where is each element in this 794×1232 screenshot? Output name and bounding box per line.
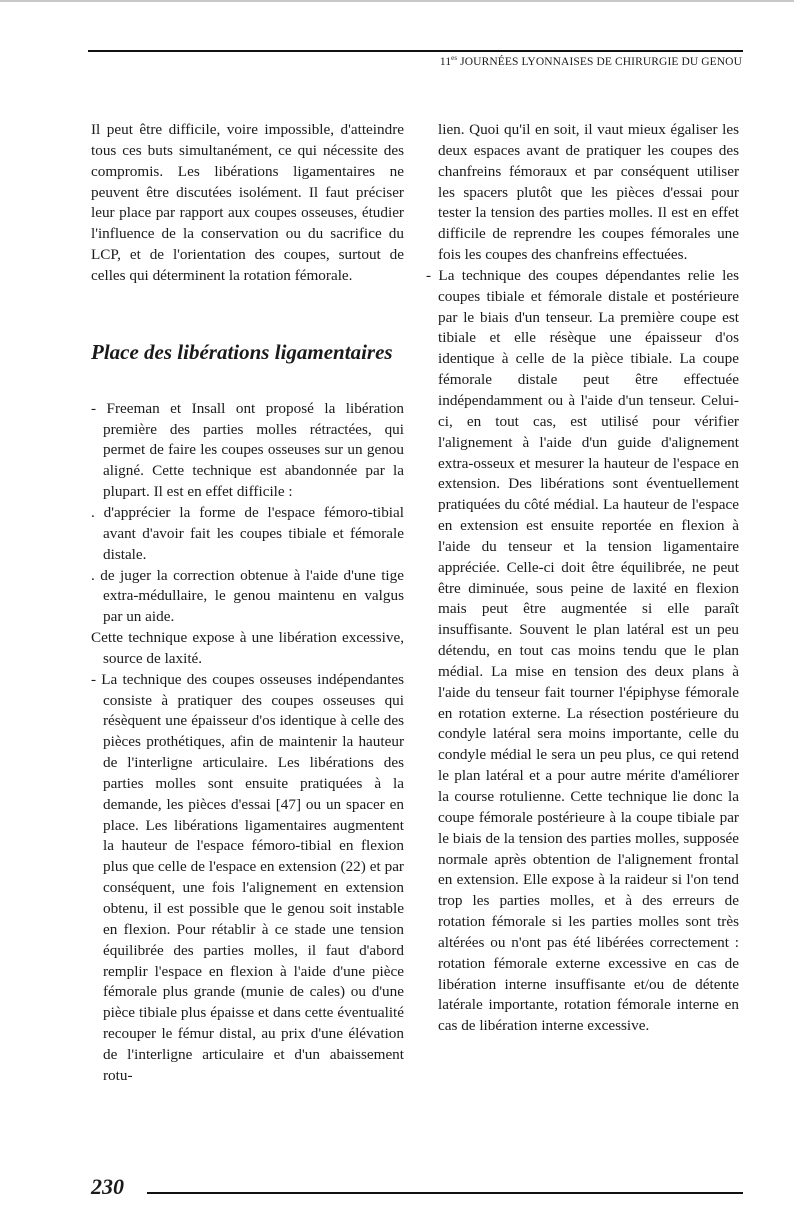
left-column: [91, 120, 404, 1087]
conclusion-paragraph: Cette technique expose à une libération excessive, source de laxité.: [91, 629, 404, 667]
header-ordinal-suffix: es: [451, 54, 458, 62]
section-spacer: [91, 287, 404, 339]
sub-item-judge: . de juger la correction obtenue à l'aide d'une tige extra-médullaire, le genou maintenu en valgus par un aide.: [91, 566, 404, 626]
header-ordinal: 11: [439, 55, 452, 68]
list-item-freeman-insall: - Freeman et Insall ont proposé la libération première des parties molles rétractées, qui permet de faire les coupes osseuses sur un genou aligné. Cette technique est abandonnée par la plupart. Il est en effet difficile :: [91, 399, 404, 501]
right-column: [426, 120, 739, 1037]
top-scan-edge: [0, 0, 794, 2]
running-header: [440, 54, 742, 68]
page-number: 230: [91, 1174, 124, 1199]
header-rule: [88, 50, 743, 52]
continuation-paragraph: lien. Quoi qu'il en soit, il vaut mieux égaliser les deux espaces avant de pratiquer les coupes des chanfreins fémoraux et par conséquent utiliser les spacers plutôt que les pièces d'essai pour tester la tension des parties molles. Il est en effet difficile de reprendre les coupes fémorales une fois les coupes des chanfreins effectuées.: [438, 121, 739, 264]
intro-paragraph: Il peut être difficile, voire impossible, d'atteindre tous ces buts simultanément, ce qui nécessite des compromis. Les libérations ligamentaires ne peuvent être discutées isolément. Il faut préciser leur place par rapport aux coupes osseuses, étudier l'influence de la conservation ou du sacrifice du LCP, et de l'orientation des coupes, surtout de celles qui déterminent la rotation fémorale.: [91, 121, 404, 284]
header-title: JOURNÉES LYONNAISES DE CHIRURGIE DU GENOU: [457, 55, 742, 68]
sub-item-appreciate: . d'apprécier la forme de l'espace fémoro-tibial avant d'avoir fait les coupes tibiale et fémorale distale.: [91, 503, 404, 563]
list-item-independent-cuts: - La technique des coupes osseuses indépendantes consiste à pratiquer des coupes osseuses qui résèquent une épaisseur d'os identique à celle des pièces prothétiques, afin de maintenir la hauteur de l'interligne articulaire. Les libérations des parties molles sont ensuite pratiquées à la demande, les pièces d'essai [47] ou un spacer en place. Les libérations ligamentaires augmentent la hauteur de l'espace fémoro-tibial en flexion plus que celle de l'espace en extension (22) et par conséquent, une fois l'alignement en extension obtenu, il est possible que le genou soit instable en flexion. Pour rétablir à ce stade une tension équilibrée des parties molles, il faut d'abord remplir l'espace en flexion à l'aide d'une pièce fémorale plus grande (munie de cales) ou d'une pièce tibiale plus épaisse et dans cette éventualité recouper le fémur distal, au prix d'une élévation de l'interligne articulaire et d'un abaissement rotu-: [91, 670, 404, 1084]
footer-rule: [147, 1192, 743, 1194]
list-item-dependent-cuts: - La technique des coupes dépendantes relie les coupes tibiale et fémorale distale et postérieure par le biais d'un tenseur. La première coupe est tibiale et elle résèque une épaisseur d'os identique à celle de la pièce tibiale. La coupe fémorale distale peut être effectuée indépendamment ou à l'aide d'un tenseur. Celui-ci, en tout cas, est utilisé pour vérifier l'alignement à l'aide d'un guide d'alignement extra-osseux et mesurer la hauteur de l'espace en extension. Des libérations sont éventuellement pratiquées du côté médial. La hauteur de l'espace en extension est ensuite reportée en flexion à l'aide du tenseur et la tension ligamentaire appréciée. Celle-ci doit être équilibrée, ne peut être diminuée, sous peine de laxité en flexion mais peut être augmentée si elle paraît insuffisante. Souvent le plan latéral est un peu détendu, en tout cas moins tendu que le plan médial. La mise en tension des deux plans à l'aide du tenseur fait tourner l'épiphyse fémorale en rotation externe. La résection postérieure du condyle latéral sera moins importante, celle du condyle médial le sera un peu plus, ce qui retend le plan latéral et a pour autre mérite d'améliorer la course rotulienne. Cette technique lie donc la coupe fémorale postérieure à la coupe tibiale par le biais de la tension des parties molles, supposée normale après obtention de l'alignement frontal en extension. Elle expose à la raideur si l'on tend trop les parties molles, et à des erreurs de rotation fémorale si les parties molles sont très altérées ou n'ont pas été libérées correctement : rotation fémorale externe excessive en cas de libération interne insuffisante et/ou de détente latérale importante, rotation fémorale interne en cas de libération interne excessive.: [426, 266, 739, 1035]
section-title: Place des libérations ligamentaires: [91, 339, 393, 364]
